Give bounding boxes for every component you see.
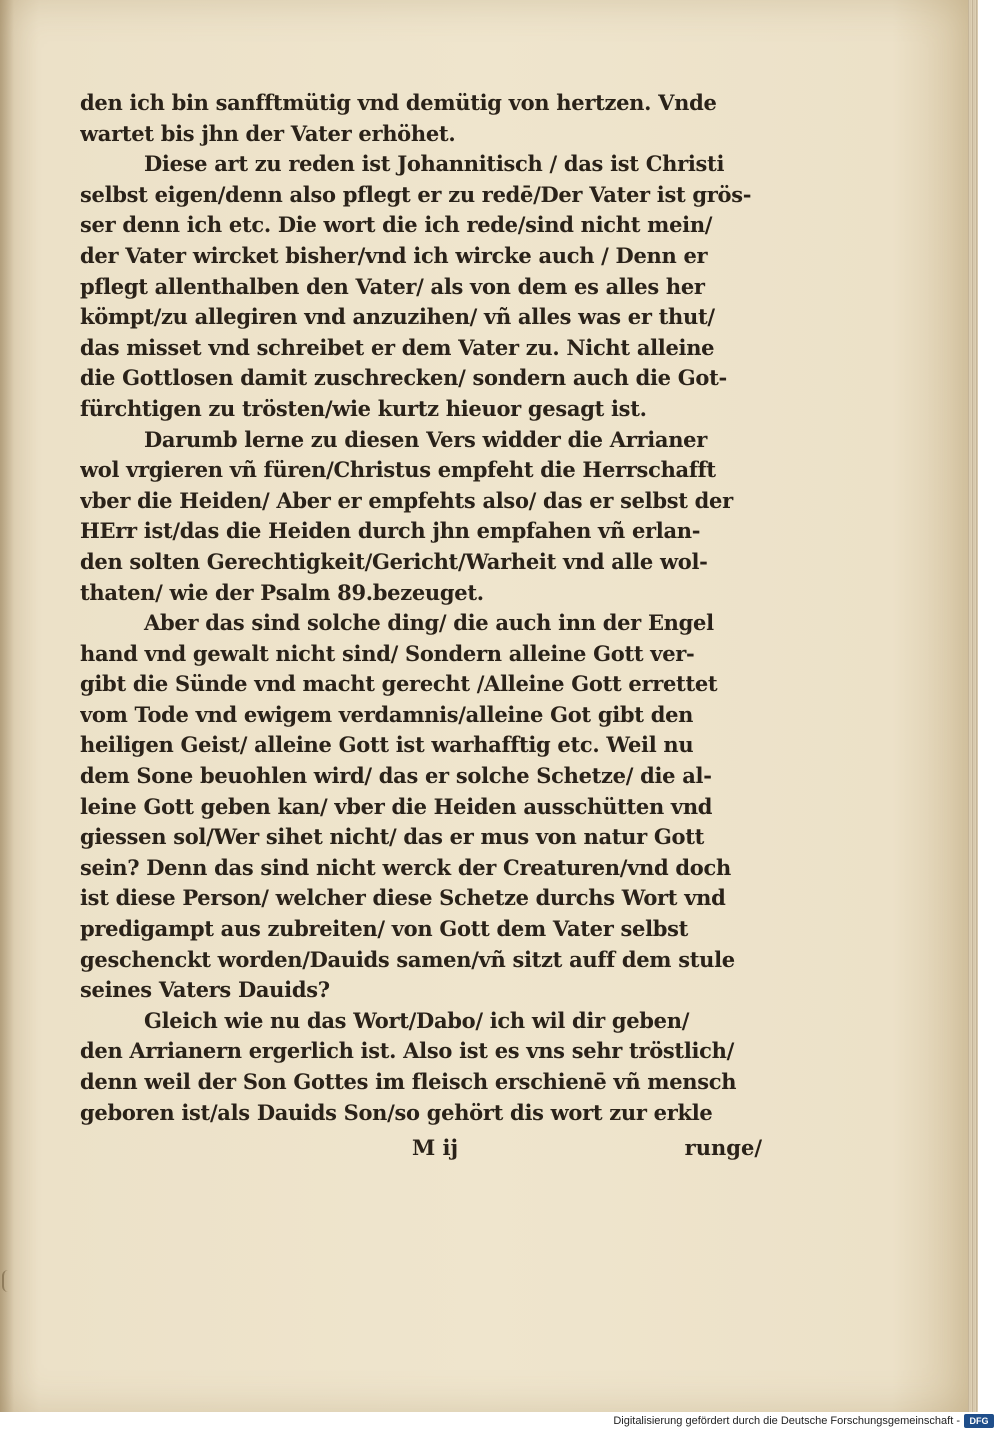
text-line: gibt die Sünde vnd macht gerecht /Alleine Gott errettet [80, 671, 718, 697]
text-line: Diese art zu reden ist Johannitisch / das ist Christi [144, 151, 725, 177]
text-line: thaten/ wie der Psalm 89.bezeuget. [80, 579, 484, 605]
text-line: geschenckt worden/Dauids samen/vñ sitzt auff dem stule [80, 946, 735, 972]
text-line: hand vnd gewalt nicht sind/ Sondern alleine Gott ver- [80, 640, 695, 666]
text-line: leine Gott geben kan/ vber die Heiden ausschütten vnd [80, 793, 713, 819]
footer-credit: Digitalisierung gefördert durch die Deutsche Forschungsgemeinschaft - [613, 1415, 960, 1427]
text-line: den ich bin sanfftmütig vnd demütig von hertzen. Vnde [80, 90, 717, 115]
text-line: geboren ist/als Dauids Son/so gehört dis wort zur erkle [80, 1099, 713, 1125]
text-line: fürchtigen zu trösten/wie kurtz hieuor gesagt ist. [80, 395, 647, 421]
margin-mark [2, 1270, 12, 1292]
text-line: den solten Gerechtigkeit/Gericht/Warheit vnd alle wol- [80, 548, 708, 574]
text-line: wartet bis jhn der Vater erhöhet. [80, 120, 456, 146]
text-line: denn weil der Son Gottes im fleisch erschienē vñ mensch [80, 1069, 737, 1094]
text-line: ist diese Person/ welcher diese Schetze durchs Wort vnd [80, 885, 726, 911]
text-line: vber die Heiden/ Aber er empfehts also/ das er selbst der [80, 487, 733, 513]
text-line: das misset vnd schreibet er dem Vater zu. Nicht alleine [80, 334, 715, 360]
text-line: vom Tode vnd ewigem verdamnis/alleine Got gibt den [80, 701, 694, 727]
page-text-block [80, 88, 770, 1128]
catchword: runge/ [684, 1135, 762, 1160]
text-line: sein? Denn das sind nicht werck der Creaturen/vnd doch [80, 854, 731, 880]
text-line: pflegt allenthalben den Vater/ als von dem es alles her [80, 273, 705, 299]
text-line: Aber das sind solche ding/ die auch inn der Engel [144, 610, 714, 636]
text-line: selbst eigen/denn also pflegt er zu redē/Der Vater ist grös- [80, 181, 752, 207]
dfg-logo: DFG [964, 1414, 994, 1428]
text-line: HErr ist/das die Heiden durch jhn empfahen vñ erlan- [80, 518, 701, 544]
text-line: die Gottlosen damit zuschrecken/ sondern auch die Got- [80, 365, 727, 391]
text-line: giessen sol/Wer sihet nicht/ das er mus von natur Gott [80, 824, 705, 850]
page-foot-line [80, 1135, 770, 1167]
text-line: predigampt aus zubreiten/ von Gott dem Vater selbst [80, 916, 689, 942]
signature-mark: M ij [412, 1135, 459, 1160]
text-line: den Arrianern ergerlich ist. Also ist es vns sehr tröstlich/ [80, 1038, 735, 1064]
page-edges [968, 0, 978, 1412]
text-line: seines Vaters Dauids? [80, 977, 330, 1003]
text-line: dem Sone beuohlen wird/ das er solche Schetze/ die al- [80, 763, 712, 789]
text-line: heiligen Geist/ alleine Gott ist warhafftig etc. Weil nu [80, 732, 694, 758]
text-line: Gleich wie nu das Wort/Dabo/ ich wil dir geben/ [144, 1007, 690, 1033]
text-line: ser denn ich etc. Die wort die ich rede/sind nicht mein/ [80, 212, 713, 238]
text-line: wol vrgieren vñ füren/Christus empfeht die Herrschafft [80, 457, 716, 483]
text-line: kömpt/zu allegiren vnd anzuzihen/ vñ alles was er thut/ [80, 304, 715, 330]
spine-shadow [0, 0, 14, 1412]
text-line: Darumb lerne zu diesen Vers widder die Arrianer [144, 426, 708, 452]
text-line: der Vater wircket bisher/vnd ich wircke auch / Denn er [80, 242, 708, 268]
footer-bar [0, 1412, 1000, 1431]
